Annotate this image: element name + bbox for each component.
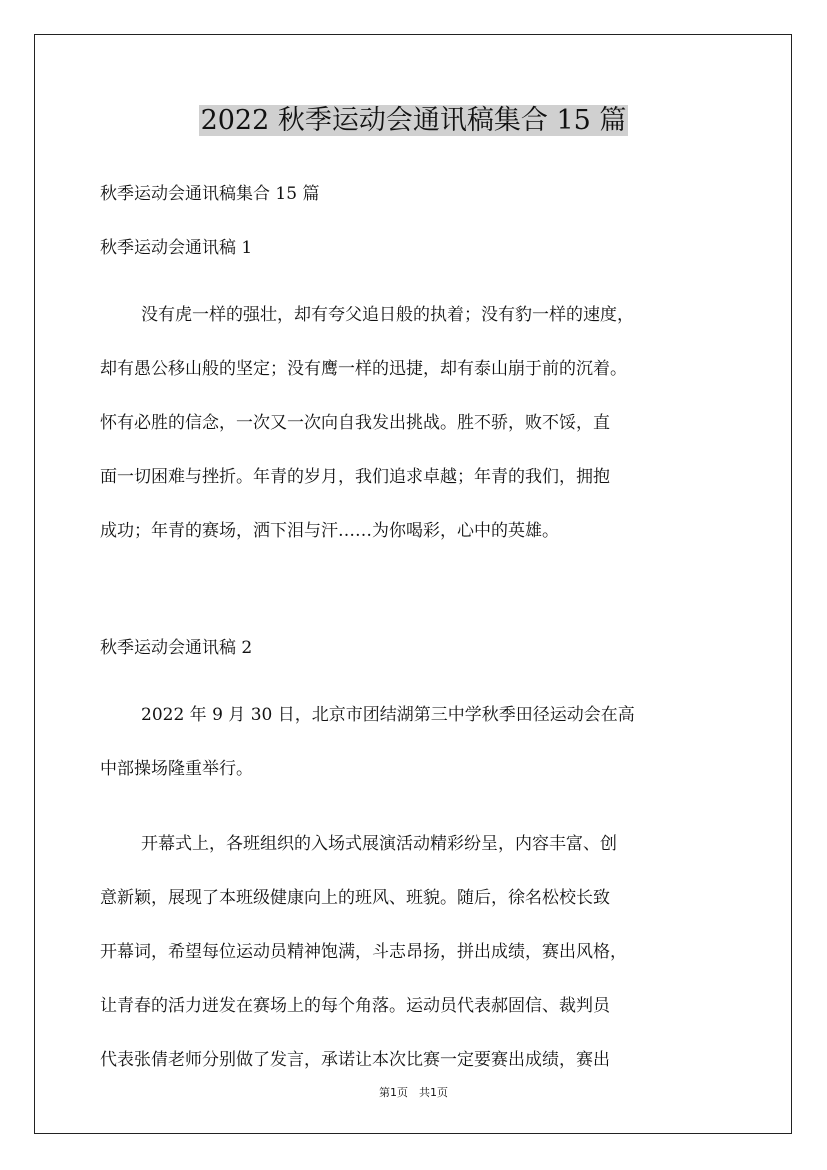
paragraph-line: 代表张倩老师分别做了发言，承诺让本次比赛一定要赛出成绩，赛出 (100, 1050, 610, 1070)
paragraph-line: 成功；年青的赛场，洒下泪与汗……为你喝彩，心中的英雄。 (100, 521, 559, 541)
paragraph (100, 288, 750, 558)
paragraph (100, 817, 750, 1087)
paragraph-line: 怀有必胜的信念，一次又一次向自我发出挑战。胜不骄，败不馁，直 (100, 413, 610, 433)
document-title-text: 2022 秋季运动会通讯稿集合 15 篇 (200, 105, 627, 136)
paragraph (100, 688, 750, 796)
section-heading: 秋季运动会通讯稿 1 (100, 238, 253, 258)
paragraph-line: 却有愚公移山般的坚定；没有鹰一样的迅捷，却有泰山崩于前的沉着。 (100, 359, 627, 379)
paragraph-line: 开幕词，希望每位运动员精神饱满，斗志昂扬，拼出成绩，赛出风格， (100, 942, 627, 962)
document-subtitle: 秋季运动会通讯稿集合 15 篇 (100, 184, 320, 204)
paragraph-line: 意新颖，展现了本班级健康向上的班风、班貌。随后，徐名松校长致 (100, 888, 610, 908)
paragraph-line: 2022 年 9 月 30 日，北京市团结湖第三中学秋季田径运动会在高 (141, 705, 635, 725)
document-title (0, 101, 827, 141)
document-body (100, 176, 750, 1087)
paragraph-line: 没有虎一样的强壮，却有夸父追日般的执着；没有豹一样的速度， (141, 305, 634, 325)
section-heading: 秋季运动会通讯稿 2 (100, 638, 253, 658)
paragraph-line: 面一切困难与挫折。年青的岁月，我们追求卓越；年青的我们，拥抱 (100, 467, 610, 487)
page-indicator: 第1页 共1页 (379, 1086, 448, 1099)
paragraph-line: 让青春的活力迸发在赛场上的每个角落。运动员代表郝固信、裁判员 (100, 996, 610, 1016)
paragraph-line: 开幕式上，各班组织的入场式展演活动精彩纷呈，内容丰富、创 (141, 834, 617, 854)
paragraph-line: 中部操场隆重举行。 (100, 759, 253, 779)
